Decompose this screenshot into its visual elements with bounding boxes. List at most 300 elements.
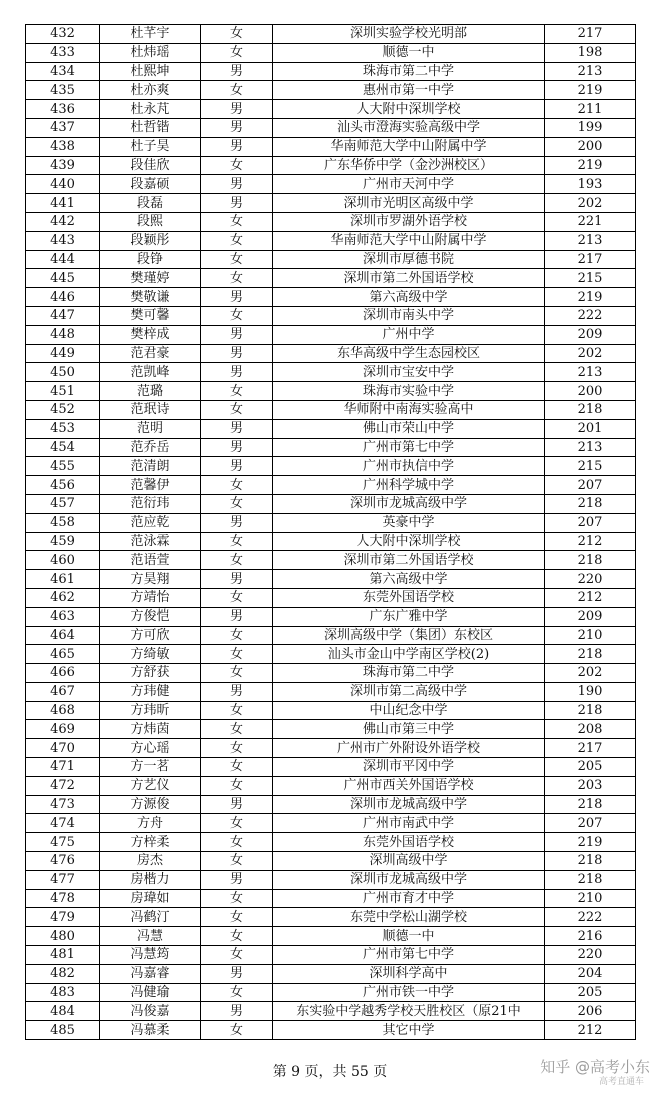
school-cell: 深圳市龙城高级中学 bbox=[273, 795, 545, 814]
table-row bbox=[26, 776, 636, 795]
score-cell: 213 bbox=[545, 62, 636, 81]
score-cell: 219 bbox=[545, 288, 636, 307]
gender-cell: 女 bbox=[201, 250, 273, 269]
name-cell: 范凯峰 bbox=[100, 363, 201, 382]
gender-cell: 女 bbox=[201, 400, 273, 419]
student-table bbox=[25, 24, 636, 1040]
gender-cell: 女 bbox=[201, 156, 273, 175]
name-cell: 杜哲锴 bbox=[100, 118, 201, 137]
name-cell: 范璐 bbox=[100, 382, 201, 401]
table-row bbox=[26, 43, 636, 62]
name-cell: 段佳欣 bbox=[100, 156, 201, 175]
score-cell: 217 bbox=[545, 25, 636, 44]
gender-cell: 男 bbox=[201, 1002, 273, 1021]
gender-cell: 男 bbox=[201, 964, 273, 983]
name-cell: 方艺仪 bbox=[100, 776, 201, 795]
score-cell: 213 bbox=[545, 363, 636, 382]
school-cell: 其它中学 bbox=[273, 1021, 545, 1040]
row-number-cell: 454 bbox=[26, 438, 100, 457]
name-cell: 方源俊 bbox=[100, 795, 201, 814]
name-cell: 杜子昊 bbox=[100, 137, 201, 156]
row-number-cell: 461 bbox=[26, 570, 100, 589]
name-cell: 方绮敏 bbox=[100, 645, 201, 664]
gender-cell: 男 bbox=[201, 288, 273, 307]
table-row bbox=[26, 476, 636, 495]
name-cell: 冯慧筠 bbox=[100, 946, 201, 965]
row-number-cell: 436 bbox=[26, 100, 100, 119]
row-number-cell: 440 bbox=[26, 175, 100, 194]
gender-cell: 男 bbox=[201, 100, 273, 119]
score-cell: 212 bbox=[545, 1021, 636, 1040]
gender-cell: 女 bbox=[201, 701, 273, 720]
name-cell: 樊敬谦 bbox=[100, 288, 201, 307]
table-row bbox=[26, 62, 636, 81]
row-number-cell: 455 bbox=[26, 457, 100, 476]
score-cell: 218 bbox=[545, 400, 636, 419]
gender-cell: 女 bbox=[201, 494, 273, 513]
gender-cell: 男 bbox=[201, 325, 273, 344]
row-number-cell: 475 bbox=[26, 833, 100, 852]
table-row bbox=[26, 400, 636, 419]
score-cell: 222 bbox=[545, 908, 636, 927]
table-row bbox=[26, 231, 636, 250]
gender-cell: 女 bbox=[201, 382, 273, 401]
score-cell: 211 bbox=[545, 100, 636, 119]
name-cell: 段熙 bbox=[100, 212, 201, 231]
name-cell: 方俊恺 bbox=[100, 607, 201, 626]
watermark-subtext: 高考直通车 bbox=[598, 1077, 644, 1087]
school-cell: 深圳市厚德书院 bbox=[273, 250, 545, 269]
score-cell: 218 bbox=[545, 870, 636, 889]
gender-cell: 男 bbox=[201, 194, 273, 213]
table-row bbox=[26, 194, 636, 213]
row-number-cell: 435 bbox=[26, 81, 100, 100]
row-number-cell: 477 bbox=[26, 870, 100, 889]
row-number-cell: 447 bbox=[26, 306, 100, 325]
name-cell: 方舟 bbox=[100, 814, 201, 833]
table-row bbox=[26, 25, 636, 44]
school-cell: 深圳市龙城高级中学 bbox=[273, 870, 545, 889]
name-cell: 范应乾 bbox=[100, 513, 201, 532]
school-cell: 珠海市第二中学 bbox=[273, 664, 545, 683]
table-row bbox=[26, 1021, 636, 1040]
score-cell: 222 bbox=[545, 306, 636, 325]
gender-cell: 女 bbox=[201, 476, 273, 495]
name-cell: 房瑋如 bbox=[100, 889, 201, 908]
gender-cell: 男 bbox=[201, 344, 273, 363]
row-number-cell: 451 bbox=[26, 382, 100, 401]
row-number-cell: 449 bbox=[26, 344, 100, 363]
table-row bbox=[26, 964, 636, 983]
gender-cell: 男 bbox=[201, 870, 273, 889]
score-cell: 218 bbox=[545, 645, 636, 664]
row-number-cell: 473 bbox=[26, 795, 100, 814]
row-number-cell: 480 bbox=[26, 927, 100, 946]
gender-cell: 男 bbox=[201, 438, 273, 457]
table-row bbox=[26, 870, 636, 889]
score-cell: 200 bbox=[545, 382, 636, 401]
gender-cell: 女 bbox=[201, 645, 273, 664]
table-row bbox=[26, 946, 636, 965]
row-number-cell: 481 bbox=[26, 946, 100, 965]
score-cell: 215 bbox=[545, 457, 636, 476]
school-cell: 人大附中深圳学校 bbox=[273, 532, 545, 551]
gender-cell: 女 bbox=[201, 269, 273, 288]
gender-cell: 女 bbox=[201, 927, 273, 946]
score-cell: 210 bbox=[545, 889, 636, 908]
school-cell: 广州市育才中学 bbox=[273, 889, 545, 908]
gender-cell: 女 bbox=[201, 25, 273, 44]
student-table-body bbox=[26, 25, 636, 1040]
score-cell: 212 bbox=[545, 588, 636, 607]
gender-cell: 女 bbox=[201, 43, 273, 62]
table-row bbox=[26, 250, 636, 269]
table-row bbox=[26, 175, 636, 194]
score-cell: 216 bbox=[545, 927, 636, 946]
gender-cell: 女 bbox=[201, 983, 273, 1002]
table-row bbox=[26, 382, 636, 401]
school-cell: 珠海市第二中学 bbox=[273, 62, 545, 81]
name-cell: 范乔岳 bbox=[100, 438, 201, 457]
school-cell: 顺德一中 bbox=[273, 43, 545, 62]
school-cell: 深圳高级中学（集团）东校区 bbox=[273, 626, 545, 645]
score-cell: 221 bbox=[545, 212, 636, 231]
score-cell: 202 bbox=[545, 664, 636, 683]
table-row bbox=[26, 664, 636, 683]
school-cell: 广州科学城中学 bbox=[273, 476, 545, 495]
school-cell: 广州市第七中学 bbox=[273, 438, 545, 457]
gender-cell: 女 bbox=[201, 739, 273, 758]
name-cell: 方昊翔 bbox=[100, 570, 201, 589]
table-row bbox=[26, 118, 636, 137]
gender-cell: 女 bbox=[201, 946, 273, 965]
score-cell: 206 bbox=[545, 1002, 636, 1021]
score-cell: 209 bbox=[545, 607, 636, 626]
gender-cell: 男 bbox=[201, 570, 273, 589]
row-number-cell: 464 bbox=[26, 626, 100, 645]
table-row bbox=[26, 438, 636, 457]
score-cell: 218 bbox=[545, 701, 636, 720]
name-cell: 段铮 bbox=[100, 250, 201, 269]
table-row bbox=[26, 494, 636, 513]
school-cell: 广州市执信中学 bbox=[273, 457, 545, 476]
score-cell: 193 bbox=[545, 175, 636, 194]
gender-cell: 男 bbox=[201, 682, 273, 701]
gender-cell: 男 bbox=[201, 137, 273, 156]
name-cell: 杜熙坤 bbox=[100, 62, 201, 81]
table-row bbox=[26, 363, 636, 382]
name-cell: 房楷力 bbox=[100, 870, 201, 889]
school-cell: 汕头市澄海实验高级中学 bbox=[273, 118, 545, 137]
row-number-cell: 453 bbox=[26, 419, 100, 438]
name-cell: 冯健瑜 bbox=[100, 983, 201, 1002]
school-cell: 英豪中学 bbox=[273, 513, 545, 532]
row-number-cell: 438 bbox=[26, 137, 100, 156]
table-row bbox=[26, 457, 636, 476]
gender-cell: 女 bbox=[201, 588, 273, 607]
name-cell: 冯慕柔 bbox=[100, 1021, 201, 1040]
row-number-cell: 468 bbox=[26, 701, 100, 720]
name-cell: 方舒获 bbox=[100, 664, 201, 683]
row-number-cell: 463 bbox=[26, 607, 100, 626]
name-cell: 段颖彤 bbox=[100, 231, 201, 250]
school-cell: 深圳市罗湖外语学校 bbox=[273, 212, 545, 231]
school-cell: 深圳市宝安中学 bbox=[273, 363, 545, 382]
score-cell: 210 bbox=[545, 626, 636, 645]
name-cell: 范泳霖 bbox=[100, 532, 201, 551]
table-row bbox=[26, 626, 636, 645]
name-cell: 樊可馨 bbox=[100, 306, 201, 325]
table-row bbox=[26, 739, 636, 758]
table-row bbox=[26, 570, 636, 589]
score-cell: 207 bbox=[545, 513, 636, 532]
name-cell: 方梓柔 bbox=[100, 833, 201, 852]
name-cell: 杜永芃 bbox=[100, 100, 201, 119]
row-number-cell: 462 bbox=[26, 588, 100, 607]
table-row bbox=[26, 908, 636, 927]
score-cell: 207 bbox=[545, 476, 636, 495]
score-cell: 215 bbox=[545, 269, 636, 288]
row-number-cell: 457 bbox=[26, 494, 100, 513]
table-row bbox=[26, 137, 636, 156]
page-number: 第 9 页，共 55 页 bbox=[272, 1064, 388, 1080]
table-row bbox=[26, 645, 636, 664]
school-cell: 佛山市第三中学 bbox=[273, 720, 545, 739]
gender-cell: 女 bbox=[201, 833, 273, 852]
school-cell: 惠州市第一中学 bbox=[273, 81, 545, 100]
name-cell: 杜亦爽 bbox=[100, 81, 201, 100]
name-cell: 范明 bbox=[100, 419, 201, 438]
name-cell: 方心瑶 bbox=[100, 739, 201, 758]
row-number-cell: 432 bbox=[26, 25, 100, 44]
gender-cell: 女 bbox=[201, 532, 273, 551]
school-cell: 深圳市龙城高级中学 bbox=[273, 494, 545, 513]
name-cell: 杜炜瑶 bbox=[100, 43, 201, 62]
table-row bbox=[26, 682, 636, 701]
table-row bbox=[26, 1002, 636, 1021]
row-number-cell: 459 bbox=[26, 532, 100, 551]
school-cell: 深圳市第二外国语学校 bbox=[273, 269, 545, 288]
row-number-cell: 452 bbox=[26, 400, 100, 419]
row-number-cell: 466 bbox=[26, 664, 100, 683]
name-cell: 方玮健 bbox=[100, 682, 201, 701]
school-cell: 深圳高级中学 bbox=[273, 852, 545, 871]
table-row bbox=[26, 156, 636, 175]
gender-cell: 男 bbox=[201, 795, 273, 814]
table-row bbox=[26, 889, 636, 908]
score-cell: 220 bbox=[545, 570, 636, 589]
gender-cell: 女 bbox=[201, 81, 273, 100]
name-cell: 段磊 bbox=[100, 194, 201, 213]
row-number-cell: 444 bbox=[26, 250, 100, 269]
table-row bbox=[26, 81, 636, 100]
table-row bbox=[26, 551, 636, 570]
score-cell: 219 bbox=[545, 156, 636, 175]
watermark-text: 知乎 @高考小东 bbox=[540, 1058, 650, 1076]
school-cell: 东莞中学松山湖学校 bbox=[273, 908, 545, 927]
row-number-cell: 479 bbox=[26, 908, 100, 927]
gender-cell: 男 bbox=[201, 607, 273, 626]
row-number-cell: 450 bbox=[26, 363, 100, 382]
table-row bbox=[26, 983, 636, 1002]
name-cell: 杜芊宇 bbox=[100, 25, 201, 44]
school-cell: 深圳市平冈中学 bbox=[273, 758, 545, 777]
table-row bbox=[26, 269, 636, 288]
name-cell: 段嘉硕 bbox=[100, 175, 201, 194]
gender-cell: 女 bbox=[201, 231, 273, 250]
table-row bbox=[26, 607, 636, 626]
school-cell: 广州市天河中学 bbox=[273, 175, 545, 194]
school-cell: 广州市广外附设外语学校 bbox=[273, 739, 545, 758]
school-cell: 东莞外国语学校 bbox=[273, 833, 545, 852]
gender-cell: 男 bbox=[201, 457, 273, 476]
name-cell: 冯慧 bbox=[100, 927, 201, 946]
school-cell: 广州市南武中学 bbox=[273, 814, 545, 833]
school-cell: 广州市第七中学 bbox=[273, 946, 545, 965]
score-cell: 202 bbox=[545, 344, 636, 363]
name-cell: 樊梓成 bbox=[100, 325, 201, 344]
row-number-cell: 460 bbox=[26, 551, 100, 570]
school-cell: 深圳市南头中学 bbox=[273, 306, 545, 325]
school-cell: 中山纪念中学 bbox=[273, 701, 545, 720]
score-cell: 218 bbox=[545, 494, 636, 513]
gender-cell: 男 bbox=[201, 118, 273, 137]
row-number-cell: 446 bbox=[26, 288, 100, 307]
row-number-cell: 484 bbox=[26, 1002, 100, 1021]
row-number-cell: 445 bbox=[26, 269, 100, 288]
name-cell: 范馨伊 bbox=[100, 476, 201, 495]
name-cell: 方炜茵 bbox=[100, 720, 201, 739]
row-number-cell: 434 bbox=[26, 62, 100, 81]
table-row bbox=[26, 325, 636, 344]
school-cell: 深圳科学高中 bbox=[273, 964, 545, 983]
gender-cell: 女 bbox=[201, 1021, 273, 1040]
gender-cell: 女 bbox=[201, 908, 273, 927]
row-number-cell: 483 bbox=[26, 983, 100, 1002]
gender-cell: 男 bbox=[201, 513, 273, 532]
school-cell: 东实验中学越秀学校天胜校区（原21中 bbox=[273, 1002, 545, 1021]
gender-cell: 女 bbox=[201, 306, 273, 325]
table-row bbox=[26, 758, 636, 777]
row-number-cell: 482 bbox=[26, 964, 100, 983]
gender-cell: 男 bbox=[201, 175, 273, 194]
row-number-cell: 443 bbox=[26, 231, 100, 250]
score-cell: 207 bbox=[545, 814, 636, 833]
school-cell: 华南师范大学中山附属中学 bbox=[273, 137, 545, 156]
row-number-cell: 441 bbox=[26, 194, 100, 213]
name-cell: 房杰 bbox=[100, 852, 201, 871]
row-number-cell: 476 bbox=[26, 852, 100, 871]
score-cell: 212 bbox=[545, 532, 636, 551]
score-cell: 200 bbox=[545, 137, 636, 156]
score-cell: 219 bbox=[545, 833, 636, 852]
row-number-cell: 471 bbox=[26, 758, 100, 777]
table-row bbox=[26, 513, 636, 532]
school-cell: 广州市铁一中学 bbox=[273, 983, 545, 1002]
table-row bbox=[26, 927, 636, 946]
row-number-cell: 472 bbox=[26, 776, 100, 795]
score-cell: 218 bbox=[545, 795, 636, 814]
gender-cell: 女 bbox=[201, 664, 273, 683]
school-cell: 深圳实验学校光明部 bbox=[273, 25, 545, 44]
name-cell: 冯鹤汀 bbox=[100, 908, 201, 927]
score-cell: 199 bbox=[545, 118, 636, 137]
score-cell: 220 bbox=[545, 946, 636, 965]
school-cell: 广东华侨中学（金沙洲校区） bbox=[273, 156, 545, 175]
name-cell: 范清朗 bbox=[100, 457, 201, 476]
table-row bbox=[26, 852, 636, 871]
name-cell: 樊瑾婷 bbox=[100, 269, 201, 288]
table-row bbox=[26, 720, 636, 739]
row-number-cell: 478 bbox=[26, 889, 100, 908]
score-cell: 213 bbox=[545, 231, 636, 250]
school-cell: 深圳市第二外国语学校 bbox=[273, 551, 545, 570]
name-cell: 冯俊嘉 bbox=[100, 1002, 201, 1021]
score-cell: 203 bbox=[545, 776, 636, 795]
school-cell: 顺德一中 bbox=[273, 927, 545, 946]
name-cell: 冯嘉睿 bbox=[100, 964, 201, 983]
school-cell: 汕头市金山中学南区学校(2) bbox=[273, 645, 545, 664]
name-cell: 范语萱 bbox=[100, 551, 201, 570]
gender-cell: 女 bbox=[201, 720, 273, 739]
name-cell: 方玮昕 bbox=[100, 701, 201, 720]
row-number-cell: 467 bbox=[26, 682, 100, 701]
table-row bbox=[26, 288, 636, 307]
table-row bbox=[26, 532, 636, 551]
school-cell: 深圳市第二高级中学 bbox=[273, 682, 545, 701]
school-cell: 广州中学 bbox=[273, 325, 545, 344]
name-cell: 方可欣 bbox=[100, 626, 201, 645]
score-cell: 217 bbox=[545, 250, 636, 269]
table-row bbox=[26, 795, 636, 814]
name-cell: 方靖怡 bbox=[100, 588, 201, 607]
score-cell: 205 bbox=[545, 983, 636, 1002]
row-number-cell: 448 bbox=[26, 325, 100, 344]
gender-cell: 女 bbox=[201, 626, 273, 645]
school-cell: 珠海市实验中学 bbox=[273, 382, 545, 401]
row-number-cell: 474 bbox=[26, 814, 100, 833]
table-row bbox=[26, 100, 636, 119]
name-cell: 范君豪 bbox=[100, 344, 201, 363]
gender-cell: 女 bbox=[201, 212, 273, 231]
score-cell: 213 bbox=[545, 438, 636, 457]
school-cell: 人大附中深圳学校 bbox=[273, 100, 545, 119]
school-cell: 广东广雅中学 bbox=[273, 607, 545, 626]
row-number-cell: 437 bbox=[26, 118, 100, 137]
school-cell: 第六高级中学 bbox=[273, 570, 545, 589]
school-cell: 广州市西关外国语学校 bbox=[273, 776, 545, 795]
row-number-cell: 458 bbox=[26, 513, 100, 532]
gender-cell: 女 bbox=[201, 551, 273, 570]
row-number-cell: 456 bbox=[26, 476, 100, 495]
name-cell: 方一茗 bbox=[100, 758, 201, 777]
score-cell: 208 bbox=[545, 720, 636, 739]
gender-cell: 女 bbox=[201, 852, 273, 871]
name-cell: 范珉诗 bbox=[100, 400, 201, 419]
score-cell: 209 bbox=[545, 325, 636, 344]
score-cell: 190 bbox=[545, 682, 636, 701]
table-row bbox=[26, 588, 636, 607]
row-number-cell: 470 bbox=[26, 739, 100, 758]
school-cell: 东华高级中学生态园校区 bbox=[273, 344, 545, 363]
table-row bbox=[26, 212, 636, 231]
table-row bbox=[26, 701, 636, 720]
score-cell: 218 bbox=[545, 551, 636, 570]
gender-cell: 男 bbox=[201, 419, 273, 438]
score-cell: 202 bbox=[545, 194, 636, 213]
gender-cell: 女 bbox=[201, 814, 273, 833]
row-number-cell: 433 bbox=[26, 43, 100, 62]
